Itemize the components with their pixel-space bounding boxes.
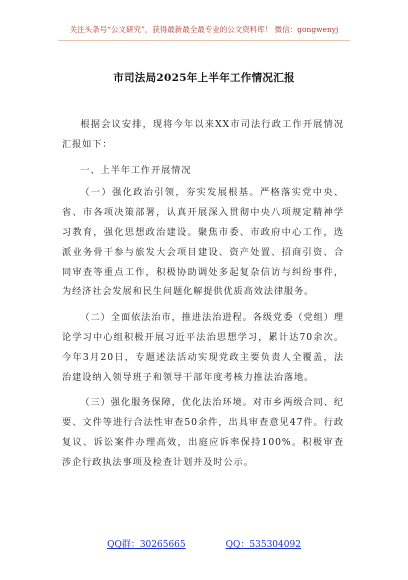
intro-paragraph: 根据会议安排，现将今年以来XX市司法行政工作开展情况汇报如下： xyxy=(62,119,344,150)
header-divider xyxy=(58,40,350,41)
document-title: 市司法局2025年上半年工作情况汇报 xyxy=(113,72,295,84)
qq-contact-link[interactable]: QQ：535304092 xyxy=(225,540,301,550)
header-promo-text: 关注头条号“公文研究”，获得最新最全最专业的公文资料库！ 微信：gongwenyj xyxy=(69,25,339,34)
body-paragraph: （二）全面依法治市，推进法治进程。各级党委（党组）理论学习中心组积极开展习近平法治思想学习，累计达70余次。今年3月20日，专题述法活动实现党政主要负责人全覆盖，法治建设纳入领导班子和领导干部年度考核力推法治落地。 xyxy=(62,312,344,383)
document-body xyxy=(62,115,344,479)
footer-contact xyxy=(0,537,408,550)
body-paragraph: （一）强化政治引领，夯实发展根基。严格落实党中央、省、市各项决策部署，认真开展深入贯彻中央八项规定精神学习教育，强化思想政治建设。聚焦市委、市政府中心工作，选派业务骨干参与旅发大会项目建设、资产处置、招商引资、合同审查等重点工作，积极协助调处多起复杂信访与纠纷事件，为经济社会发展和民生问题化解提供优质高效法律服务。 xyxy=(62,187,344,298)
section-heading: 一、上半年工作开展情况 xyxy=(80,164,192,176)
body-paragraph: （三）强化服务保障，优化法治环境。对市乡两级合同、纪要、文件等进行合法性审查50余件，出具审查意见47件。行政复议、诉讼案件办理高效，出庭应诉率保持100%。积极审查涉企行政执法事项及检查计划并及时公示。 xyxy=(62,397,344,468)
qq-group-link[interactable]: QQ群：30265665 xyxy=(107,540,186,550)
